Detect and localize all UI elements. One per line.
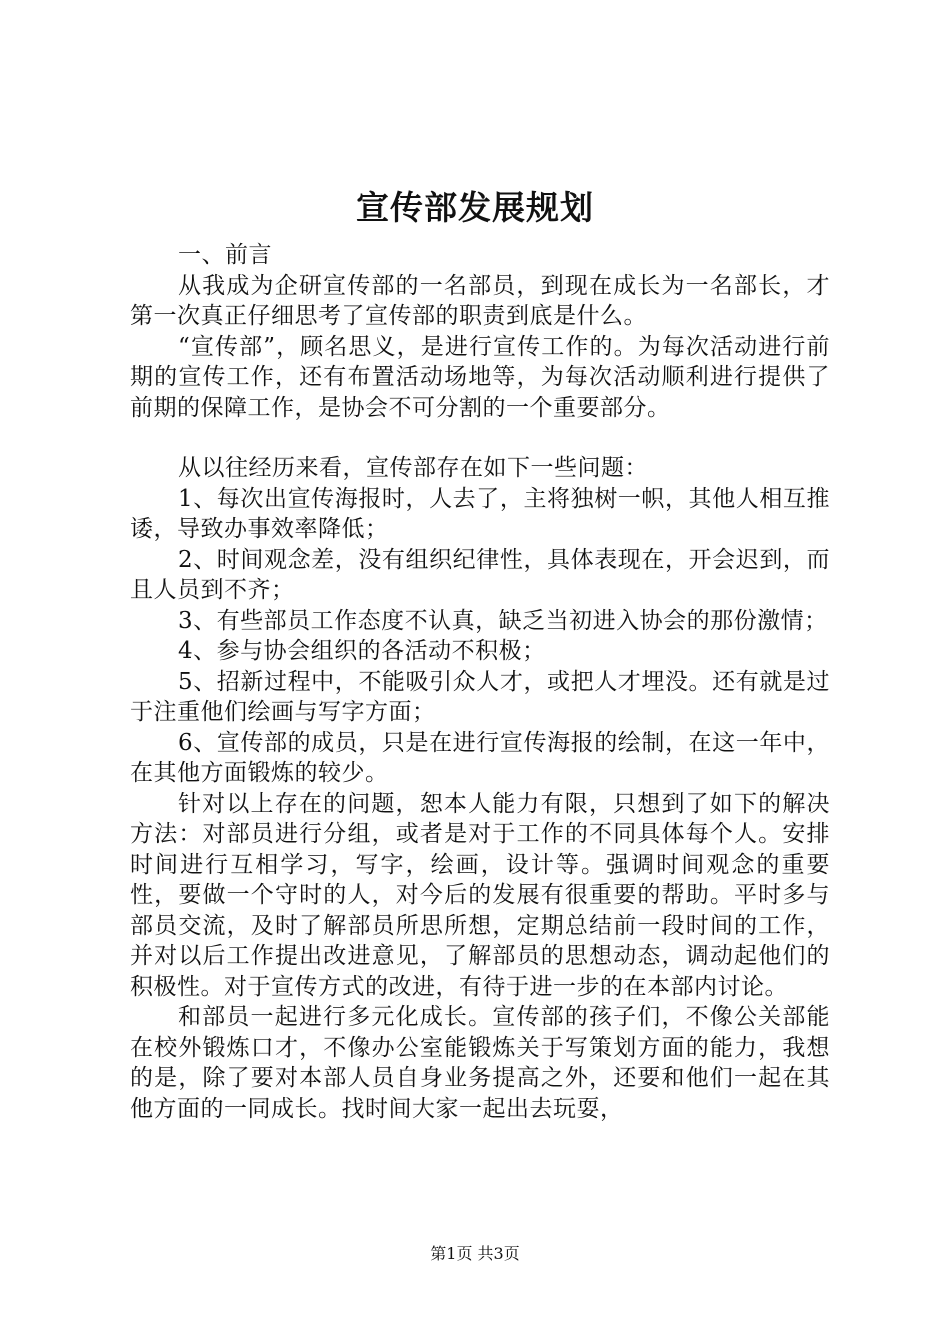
- paragraph: 从我成为企研宣传部的一名部员，到现在成长为一名部长，才第一次真正仔细思考了宣传部的职责到底是什么。: [130, 272, 830, 329]
- list-item: 5、招新过程中，不能吸引众人才，或把人才埋没。还有就是过于注重他们绘画与写字方面；: [130, 668, 830, 725]
- list-item: 3、有些部员工作态度不认真，缺乏当初进入协会的那份激情；: [178, 607, 828, 634]
- document-title: 宣传部发展规划: [356, 188, 594, 227]
- paragraph: 和部员一起进行多元化成长。宣传部的孩子们，不像公关部能在校外锻炼口才，不像办公室能锻炼关于写策划方面的能力，我想的是，除了要对本部人员自身业务提高之外，还要和他们一起在其他方面的一同成长。找时间大家一起出去玩耍，: [130, 1004, 830, 1122]
- list-item: 1、每次出宣传海报时，人去了，主将独树一帜，其他人相互推诿，导致办事效率降低；: [130, 485, 830, 542]
- list-item: 2、时间观念差，没有组织纪律性，具体表现在，开会迟到，而且人员到不齐；: [130, 546, 830, 603]
- paragraph: 从以往经历来看，宣传部存在如下一些问题：: [178, 455, 648, 481]
- paragraph: “宣传部”，顾名思义，是进行宣传工作的。为每次活动进行前期的宣传工作，还有布置活动场地等，为每次活动顺利进行提供了前期的保障工作，是协会不可分割的一个重要部分。: [130, 333, 830, 421]
- page-footer: 第1页 共3页: [430, 1244, 520, 1263]
- paragraph: 针对以上存在的问题，恕本人能力有限，只想到了如下的解决方法：对部员进行分组，或者是对于工作的不同具体每个人。安排时间进行互相学习，写字，绘画，设计等。强调时间观念的重要性，要做一个守时的人，对今后的发展有很重要的帮助。平时多与部员交流，及时了解部员所思所想，定期总结前一段时间的工作，并对以后工作提出改进意见，了解部员的思想动态，调动起他们的积极性。对于宣传方式的改进，有待于进一步的在本部内讨论。: [130, 790, 830, 1000]
- list-item: 4、参与协会组织的各活动不积极；: [178, 638, 546, 664]
- list-item: 6、宣传部的成员，只是在进行宣传海报的绘制，在这一年中，在其他方面锻炼的较少。: [130, 729, 830, 786]
- section-heading: 一、前言: [178, 242, 272, 268]
- document-body: [130, 240, 830, 1124]
